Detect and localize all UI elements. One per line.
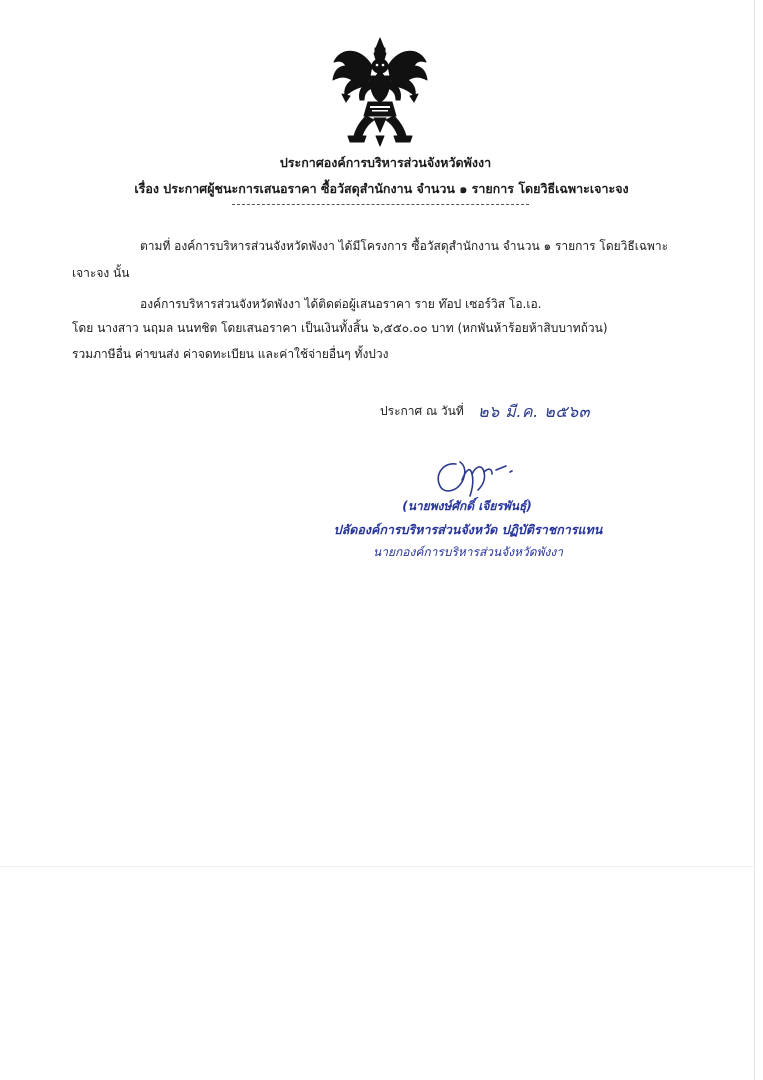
body-line-4: โดย นางสาว นฤมล นนทชิต โดยเสนอราคา เป็นเงินทั้งสิ้น ๖,๕๕๐.๐๐ บาท (หกพันห้าร้อยห้าสิบบาทถ้วน) (72, 321, 608, 335)
announcement-date-handwritten: ๒๖ มี.ค. ๒๕๖๓ (478, 402, 591, 421)
garuda-emblem-icon (330, 36, 430, 148)
title-divider (232, 204, 529, 205)
document-title: ประกาศองค์การบริหารส่วนจังหวัดพังงา (279, 155, 492, 170)
handwritten-signature (426, 452, 522, 502)
body-line-3: องค์การบริหารส่วนจังหวัดพังงา ได้ติดต่อผู้เสนอราคา ราย ท๊อป เซอร์วิส โอ.เอ. (140, 297, 542, 311)
scan-fold-line (0, 866, 755, 867)
body-line-5: รวมภาษีอื่น ค่าขนส่ง ค่าจดทะเบียน และค่าใช้จ่ายอื่นๆ ทั้งปวง (72, 347, 389, 361)
signatory-position: ปลัดองค์การบริหารส่วนจังหวัด ปฏิบัติราชการแทน (333, 522, 603, 537)
body-line-2: เจาะจง นั้น (72, 266, 130, 280)
announcement-date-label: ประกาศ ณ วันที่ (380, 404, 464, 418)
document-subject: เรื่อง ประกาศผู้ชนะการเสนอราคา ซื้อวัสดุสำนักงาน จำนวน ๑ รายการ โดยวิธีเฉพาะเจาะจง (134, 181, 629, 196)
body-line-1: ตามที่ องค์การบริหารส่วนจังหวัดพังงา ได้มีโครงการ ซื้อวัสดุสำนักงาน จำนวน ๑ รายการ โดยวิธีเฉพาะ (140, 239, 669, 253)
signatory-name: (นายพงษ์ศักดิ์ เจียรพันธุ์) (402, 499, 532, 513)
signatory-position-acting-for: นายกองค์การบริหารส่วนจังหวัดพังงา (373, 545, 563, 559)
